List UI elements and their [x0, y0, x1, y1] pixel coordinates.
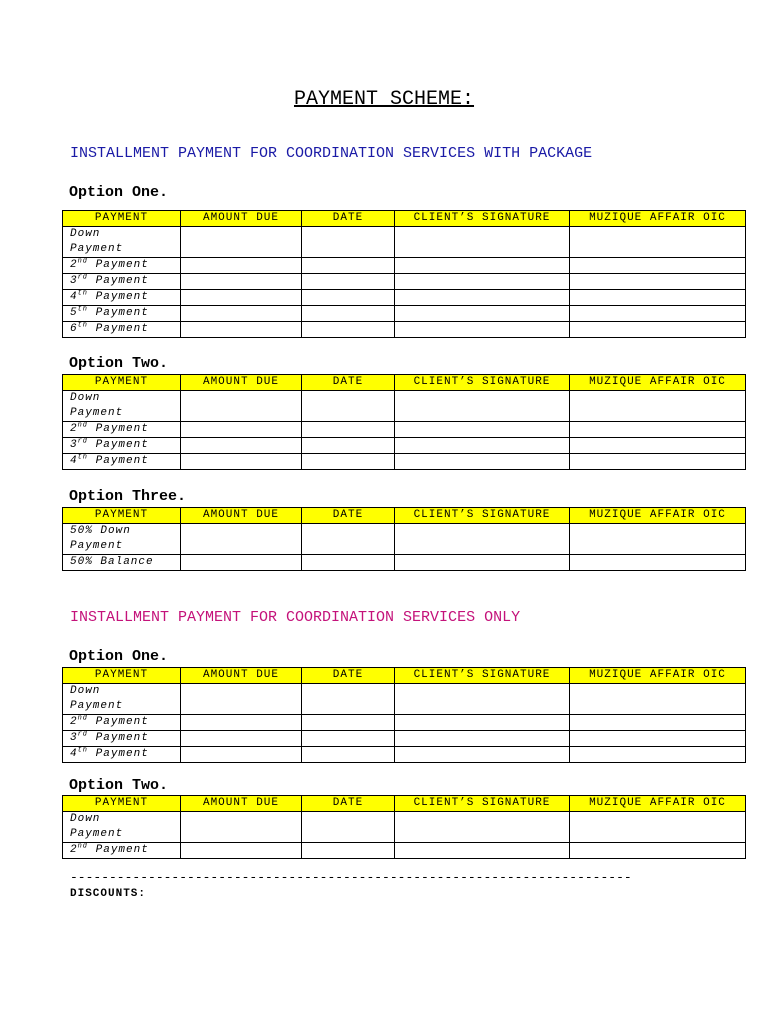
option-label: Option Three.: [69, 488, 187, 505]
table-row: [63, 524, 746, 555]
ordinal-suffix: th: [77, 746, 89, 755]
ordinal-suffix: rd: [77, 730, 89, 739]
table-header-row: [63, 668, 746, 684]
column-header: CLIENT’S SIGNATURE: [395, 211, 570, 227]
column-header: PAYMENT: [63, 796, 181, 812]
payment-label: Payment: [88, 844, 149, 856]
empty-cell: [395, 684, 570, 715]
empty-cell: [570, 843, 746, 859]
ordinal-suffix: rd: [77, 437, 89, 446]
empty-cell: [570, 322, 746, 338]
payment-table: [62, 507, 746, 571]
column-header: PAYMENT: [63, 668, 181, 684]
column-header: AMOUNT DUE: [181, 375, 302, 391]
column-header: DATE: [302, 796, 395, 812]
payment-cell: [63, 422, 181, 438]
payment-label: Payment: [70, 700, 124, 712]
empty-cell: [570, 684, 746, 715]
empty-cell: [302, 684, 395, 715]
page-title: PAYMENT SCHEME:: [293, 88, 475, 111]
empty-cell: [395, 422, 570, 438]
payment-cell: [63, 843, 181, 859]
empty-cell: [570, 422, 746, 438]
empty-cell: [570, 524, 746, 555]
empty-cell: [302, 306, 395, 322]
empty-cell: [395, 306, 570, 322]
option-label: Option One.: [69, 648, 169, 665]
empty-cell: [302, 454, 395, 470]
ordinal-suffix: th: [77, 453, 89, 462]
empty-cell: [570, 715, 746, 731]
column-header: CLIENT’S SIGNATURE: [395, 796, 570, 812]
payment-label: Payment: [88, 455, 149, 467]
payment-label: Payment: [88, 275, 149, 287]
payment-label: Payment: [88, 732, 149, 744]
empty-cell: [181, 306, 302, 322]
payment-cell: [63, 290, 181, 306]
ordinal-suffix: th: [77, 305, 89, 314]
payment-cell: [63, 684, 181, 715]
table-header-row: [63, 375, 746, 391]
payment-label: 50% Down: [70, 525, 131, 537]
payment-cell: [63, 555, 181, 571]
empty-cell: [302, 391, 395, 422]
payment-label: Down: [70, 685, 101, 697]
payment-number: 2: [70, 716, 78, 728]
payment-label: Payment: [88, 423, 149, 435]
empty-cell: [570, 306, 746, 322]
empty-cell: [302, 290, 395, 306]
ordinal-suffix: nd: [77, 257, 89, 266]
column-header: DATE: [302, 668, 395, 684]
payment-number: 3: [70, 732, 78, 744]
table-header-row: [63, 796, 746, 812]
ordinal-suffix: nd: [77, 714, 89, 723]
table-row: [63, 812, 746, 843]
empty-cell: [302, 438, 395, 454]
empty-cell: [302, 812, 395, 843]
column-header: MUZIQUE AFFAIR OIC: [570, 508, 746, 524]
table-header-row: [63, 211, 746, 227]
empty-cell: [570, 274, 746, 290]
empty-cell: [181, 391, 302, 422]
column-header: CLIENT’S SIGNATURE: [395, 668, 570, 684]
empty-cell: [181, 747, 302, 763]
empty-cell: [570, 731, 746, 747]
payment-label: Payment: [88, 307, 149, 319]
table-row: [63, 306, 746, 322]
empty-cell: [302, 843, 395, 859]
column-header: DATE: [302, 375, 395, 391]
payment-table: [62, 667, 746, 763]
empty-cell: [570, 747, 746, 763]
column-header: AMOUNT DUE: [181, 668, 302, 684]
payment-label: Payment: [70, 828, 124, 840]
empty-cell: [181, 422, 302, 438]
empty-cell: [181, 438, 302, 454]
payment-number: 4: [70, 291, 78, 303]
column-header: AMOUNT DUE: [181, 508, 302, 524]
table-row: [63, 290, 746, 306]
payment-number: 2: [70, 423, 78, 435]
payment-cell: [63, 812, 181, 843]
empty-cell: [395, 274, 570, 290]
empty-cell: [181, 684, 302, 715]
payment-number: 4: [70, 748, 78, 760]
empty-cell: [181, 290, 302, 306]
column-header: MUZIQUE AFFAIR OIC: [570, 375, 746, 391]
payment-number: 2: [70, 259, 78, 271]
empty-cell: [302, 322, 395, 338]
payment-label: Payment: [88, 439, 149, 451]
empty-cell: [570, 391, 746, 422]
empty-cell: [302, 227, 395, 258]
column-header: PAYMENT: [63, 375, 181, 391]
table-row: [63, 684, 746, 715]
empty-cell: [181, 524, 302, 555]
payment-cell: [63, 524, 181, 555]
column-header: MUZIQUE AFFAIR OIC: [570, 796, 746, 812]
column-header: PAYMENT: [63, 508, 181, 524]
payment-number: 4: [70, 455, 78, 467]
empty-cell: [181, 227, 302, 258]
empty-cell: [181, 715, 302, 731]
table-row: [63, 227, 746, 258]
payment-label: Payment: [88, 748, 149, 760]
payment-cell: [63, 438, 181, 454]
payment-cell: [63, 322, 181, 338]
payment-table: [62, 374, 746, 470]
payment-number: 6: [70, 323, 78, 335]
ordinal-suffix: nd: [77, 421, 89, 430]
column-header: AMOUNT DUE: [181, 796, 302, 812]
empty-cell: [302, 715, 395, 731]
table-row: [63, 731, 746, 747]
column-header: MUZIQUE AFFAIR OIC: [570, 211, 746, 227]
payment-cell: [63, 258, 181, 274]
payment-cell: [63, 274, 181, 290]
empty-cell: [395, 843, 570, 859]
table-row: [63, 438, 746, 454]
payment-number: 3: [70, 439, 78, 451]
option-label: Option Two.: [69, 777, 169, 794]
empty-cell: [302, 422, 395, 438]
empty-cell: [395, 715, 570, 731]
table-row: [63, 258, 746, 274]
table-row: [63, 715, 746, 731]
empty-cell: [395, 258, 570, 274]
ordinal-suffix: th: [77, 289, 89, 298]
empty-cell: [181, 454, 302, 470]
empty-cell: [395, 524, 570, 555]
empty-cell: [302, 747, 395, 763]
table-row: [63, 747, 746, 763]
ordinal-suffix: th: [77, 321, 89, 330]
column-header: CLIENT’S SIGNATURE: [395, 375, 570, 391]
payment-label: Payment: [88, 259, 149, 271]
column-header: DATE: [302, 508, 395, 524]
empty-cell: [395, 391, 570, 422]
ordinal-suffix: nd: [77, 842, 89, 851]
option-label: Option Two.: [69, 355, 169, 372]
payment-label: Payment: [88, 291, 149, 303]
payment-label: Down: [70, 392, 101, 404]
discounts-label: DISCOUNTS:: [70, 888, 147, 900]
empty-cell: [395, 454, 570, 470]
payment-label: 50% Balance: [70, 556, 154, 568]
payment-cell: [63, 306, 181, 322]
payment-label: Payment: [70, 407, 124, 419]
table-header-row: [63, 508, 746, 524]
empty-cell: [395, 555, 570, 571]
table-row: [63, 555, 746, 571]
empty-cell: [570, 258, 746, 274]
column-header: DATE: [302, 211, 395, 227]
column-header: AMOUNT DUE: [181, 211, 302, 227]
section-heading-services-only: INSTALLMENT PAYMENT FOR COORDINATION SERVICES ONLY: [70, 609, 521, 626]
empty-cell: [395, 731, 570, 747]
table-row: [63, 391, 746, 422]
payment-cell: [63, 227, 181, 258]
empty-cell: [395, 812, 570, 843]
payment-label: Down: [70, 228, 101, 240]
table-row: [63, 843, 746, 859]
empty-cell: [302, 524, 395, 555]
empty-cell: [395, 290, 570, 306]
divider-line: ------------------------------------------------------------------------: [70, 870, 632, 885]
empty-cell: [302, 258, 395, 274]
table-row: [63, 422, 746, 438]
empty-cell: [570, 555, 746, 571]
table-row: [63, 274, 746, 290]
empty-cell: [570, 438, 746, 454]
empty-cell: [570, 290, 746, 306]
payment-number: 2: [70, 844, 78, 856]
empty-cell: [181, 258, 302, 274]
column-header: CLIENT’S SIGNATURE: [395, 508, 570, 524]
payment-label: Down: [70, 813, 101, 825]
payment-number: 5: [70, 307, 78, 319]
empty-cell: [302, 731, 395, 747]
payment-label: Payment: [88, 323, 149, 335]
empty-cell: [570, 227, 746, 258]
empty-cell: [570, 454, 746, 470]
empty-cell: [395, 227, 570, 258]
empty-cell: [181, 843, 302, 859]
ordinal-suffix: rd: [77, 273, 89, 282]
payment-label: Payment: [70, 540, 124, 552]
payment-cell: [63, 391, 181, 422]
payment-label: Payment: [70, 243, 124, 255]
payment-cell: [63, 747, 181, 763]
payment-cell: [63, 454, 181, 470]
payment-table: [62, 210, 746, 338]
empty-cell: [570, 812, 746, 843]
empty-cell: [302, 274, 395, 290]
column-header: MUZIQUE AFFAIR OIC: [570, 668, 746, 684]
section-heading-package: INSTALLMENT PAYMENT FOR COORDINATION SERVICES WITH PACKAGE: [70, 145, 593, 162]
empty-cell: [302, 555, 395, 571]
empty-cell: [395, 438, 570, 454]
empty-cell: [181, 731, 302, 747]
payment-cell: [63, 731, 181, 747]
table-row: [63, 454, 746, 470]
empty-cell: [181, 322, 302, 338]
empty-cell: [395, 322, 570, 338]
payment-label: Payment: [88, 716, 149, 728]
payment-cell: [63, 715, 181, 731]
empty-cell: [395, 747, 570, 763]
payment-table: [62, 795, 746, 859]
empty-cell: [181, 274, 302, 290]
column-header: PAYMENT: [63, 211, 181, 227]
table-row: [63, 322, 746, 338]
option-label: Option One.: [69, 184, 169, 201]
empty-cell: [181, 555, 302, 571]
empty-cell: [181, 812, 302, 843]
payment-number: 3: [70, 275, 78, 287]
